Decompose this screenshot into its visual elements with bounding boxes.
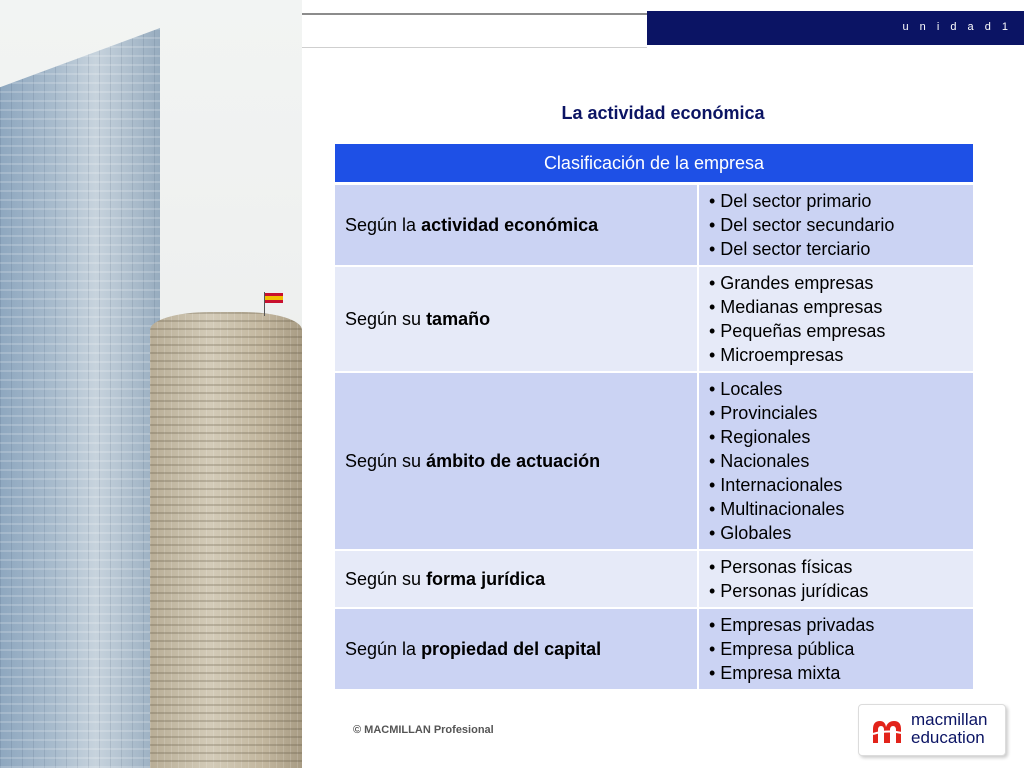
- list-item: • Empresa mixta: [709, 663, 841, 683]
- list-item: • Empresas privadas: [709, 615, 875, 635]
- list-item: • Locales: [709, 379, 783, 399]
- criterion-name: tamaño: [426, 308, 491, 329]
- macmillan-logo: [858, 704, 1006, 756]
- background-photo: [0, 0, 302, 768]
- table-row: [335, 184, 973, 267]
- list-item: • Globales: [709, 523, 792, 543]
- criterion-name: forma jurídica: [426, 568, 546, 589]
- criterion-cell: [335, 550, 698, 608]
- criterion-name: actividad económica: [421, 214, 599, 235]
- list-item: • Medianas empresas: [709, 297, 883, 317]
- list-item: • Microempresas: [709, 345, 844, 365]
- criterion-prefix: Según la: [345, 638, 422, 659]
- criterion-cell: [335, 608, 698, 690]
- types-cell: [698, 550, 973, 608]
- list-item: • Del sector terciario: [709, 239, 871, 259]
- criterion-cell: [335, 372, 698, 550]
- tower-image: [150, 312, 302, 768]
- page-title: La actividad económica: [561, 103, 765, 123]
- logo-line-2: education: [911, 728, 985, 747]
- list-item: • Pequeñas empresas: [709, 321, 886, 341]
- table-row: [335, 608, 973, 690]
- criterion-prefix: Según su: [345, 308, 427, 329]
- criterion-name: propiedad del capital: [421, 638, 602, 659]
- list-item: • Personas jurídicas: [709, 581, 869, 601]
- flag-icon: [265, 293, 283, 303]
- logo-text: [911, 711, 988, 747]
- list-item: • Provinciales: [709, 403, 818, 423]
- header-line: [302, 13, 647, 48]
- list-item: • Personas físicas: [709, 557, 853, 577]
- table-header: Clasificación de la empresa: [335, 144, 973, 184]
- macmillan-logo-icon: [871, 717, 907, 745]
- copyright-text: © MACMILLAN Profesional: [353, 724, 494, 736]
- types-cell: [698, 184, 973, 267]
- types-cell: [698, 372, 973, 550]
- list-item: • Nacionales: [709, 451, 810, 471]
- tower-image: [0, 28, 160, 768]
- types-cell: [698, 608, 973, 690]
- criterion-prefix: Según la: [345, 214, 422, 235]
- table-row: [335, 266, 973, 372]
- list-item: • Grandes empresas: [709, 273, 874, 293]
- header-bar: [647, 11, 1024, 45]
- criterion-cell: [335, 266, 698, 372]
- table-row: [335, 550, 973, 608]
- list-item: • Del sector primario: [709, 191, 872, 211]
- unit-label: u n i d a d 1: [902, 21, 1012, 33]
- table-row: [335, 372, 973, 550]
- classification-table: [335, 144, 973, 691]
- list-item: • Empresa pública: [709, 639, 855, 659]
- criterion-name: ámbito de actuación: [426, 450, 601, 471]
- criterion-cell: [335, 184, 698, 267]
- logo-line-1: macmillan: [911, 710, 988, 729]
- criterion-prefix: Según su: [345, 450, 427, 471]
- types-cell: [698, 266, 973, 372]
- list-item: • Regionales: [709, 427, 811, 447]
- list-item: • Del sector secundario: [709, 215, 895, 235]
- list-item: • Multinacionales: [709, 499, 845, 519]
- list-item: • Internacionales: [709, 475, 843, 495]
- criterion-prefix: Según su: [345, 568, 427, 589]
